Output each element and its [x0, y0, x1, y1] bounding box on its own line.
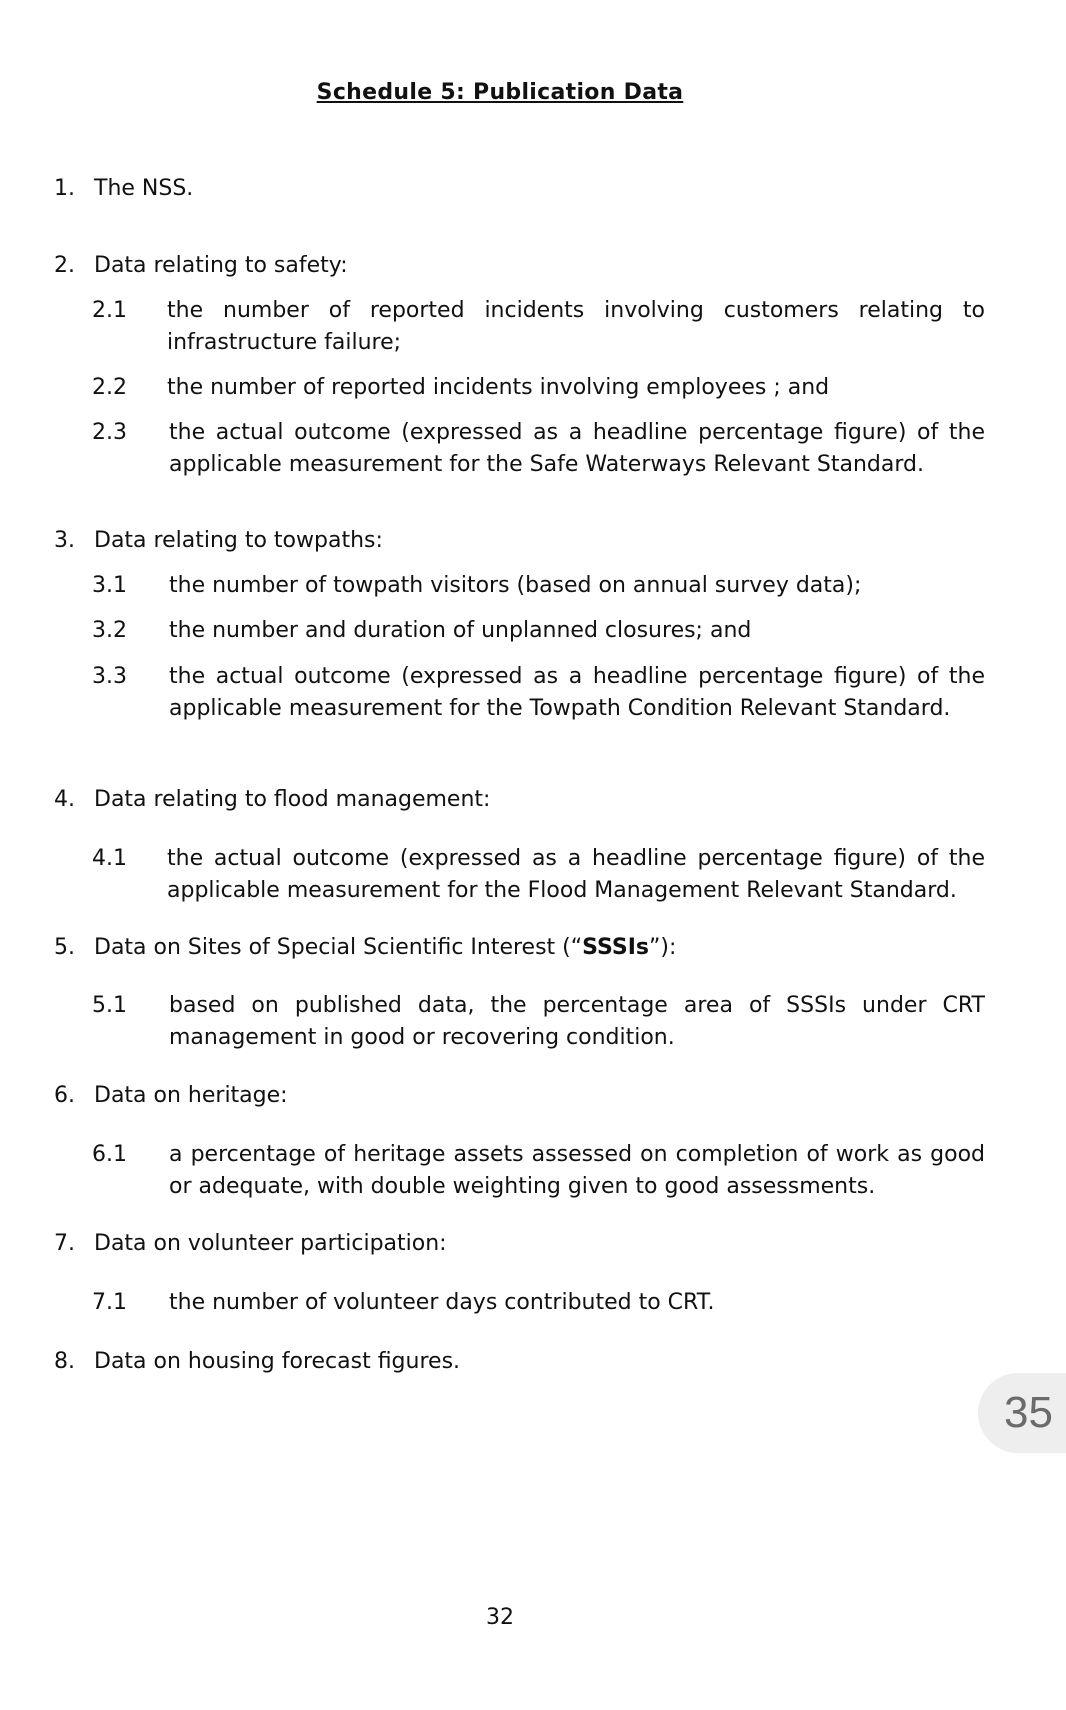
- item-text: Data relating to safety:: [94, 253, 348, 278]
- sub-item: [92, 295, 985, 359]
- sub-item: [92, 1139, 985, 1203]
- sub-item: [92, 417, 985, 481]
- item-number: 6.: [54, 1083, 75, 1108]
- item-text-suffix: ”):: [649, 935, 677, 960]
- item-number: 2.: [54, 253, 75, 278]
- page-title: Schedule 5: Publication Data: [316, 80, 684, 105]
- sub-item-number: 6.1: [92, 1142, 127, 1167]
- item-text-prefix: Data on Sites of Special Scientific Interest (“: [94, 935, 583, 960]
- sub-item-number: 3.3: [92, 664, 127, 689]
- item-text: Data relating to flood management:: [94, 787, 491, 812]
- item-text-bold-term: SSSIs: [582, 935, 650, 960]
- item-text: Data relating to towpaths:: [94, 528, 383, 553]
- list-item: [54, 1346, 994, 1378]
- item-text: The NSS.: [94, 176, 194, 201]
- sub-item-number: 7.1: [92, 1290, 127, 1315]
- sub-item-number: 5.1: [92, 993, 127, 1018]
- sub-item: [92, 1287, 985, 1319]
- sub-item: [92, 372, 985, 404]
- list-item: [54, 784, 994, 816]
- sub-item-text: the number of reported incidents involving customers relating to infrastructure failure;: [167, 298, 985, 355]
- sub-item: [92, 843, 985, 907]
- sub-item-number: 3.2: [92, 618, 127, 643]
- item-number: 5.: [54, 935, 75, 960]
- sub-item-number: 2.2: [92, 375, 127, 400]
- item-number: 3.: [54, 528, 75, 553]
- sub-item-text: based on published data, the percentage area of SSSIs under CRT management in good or recovering condition.: [169, 993, 985, 1050]
- sub-item: [92, 570, 985, 602]
- sub-item-number: 4.1: [92, 846, 127, 871]
- sub-item-text: the number of reported incidents involving employees ; and: [167, 375, 830, 400]
- item-text: Data on housing forecast figures.: [94, 1349, 461, 1374]
- sub-item-text: the actual outcome (expressed as a headline percentage figure) of the applicable measurement for the Towpath Condition Relevant Standard.: [169, 664, 985, 721]
- list-item: [54, 932, 994, 964]
- sub-item-text: the actual outcome (expressed as a headline percentage figure) of the applicable measurement for the Safe Waterways Relevant Standard.: [169, 420, 985, 477]
- sub-item: [92, 990, 985, 1054]
- sub-item: [92, 661, 985, 725]
- sub-item-number: 2.1: [92, 298, 127, 323]
- sub-item: [92, 615, 985, 647]
- list-item: [54, 1080, 994, 1112]
- sub-item-text: the number and duration of unplanned closures; and: [169, 618, 752, 643]
- item-text: Data on heritage:: [94, 1083, 288, 1108]
- list-item: [54, 250, 994, 282]
- sub-item-number: 2.3: [92, 420, 127, 445]
- item-number: 7.: [54, 1231, 75, 1256]
- item-number: 4.: [54, 787, 75, 812]
- item-number: 8.: [54, 1349, 75, 1374]
- list-item: [54, 1228, 994, 1260]
- sub-item-text: a percentage of heritage assets assessed on completion of work as good or adequate, with double weighting given to good assessments.: [169, 1142, 985, 1199]
- sub-item-text: the number of towpath visitors (based on annual survey data);: [169, 573, 862, 598]
- sub-item-text: the actual outcome (expressed as a headline percentage figure) of the applicable measurement for the Flood Management Relevant Standard.: [167, 846, 985, 903]
- page-number: 32: [486, 1605, 514, 1630]
- list-item: [54, 173, 994, 205]
- sub-item-text: the number of volunteer days contributed to CRT.: [169, 1290, 715, 1315]
- item-text: Data on volunteer participation:: [94, 1231, 447, 1256]
- sub-item-number: 3.1: [92, 573, 127, 598]
- list-item: [54, 525, 994, 557]
- viewer-page-indicator[interactable]: 35: [978, 1373, 1066, 1453]
- item-number: 1.: [54, 176, 75, 201]
